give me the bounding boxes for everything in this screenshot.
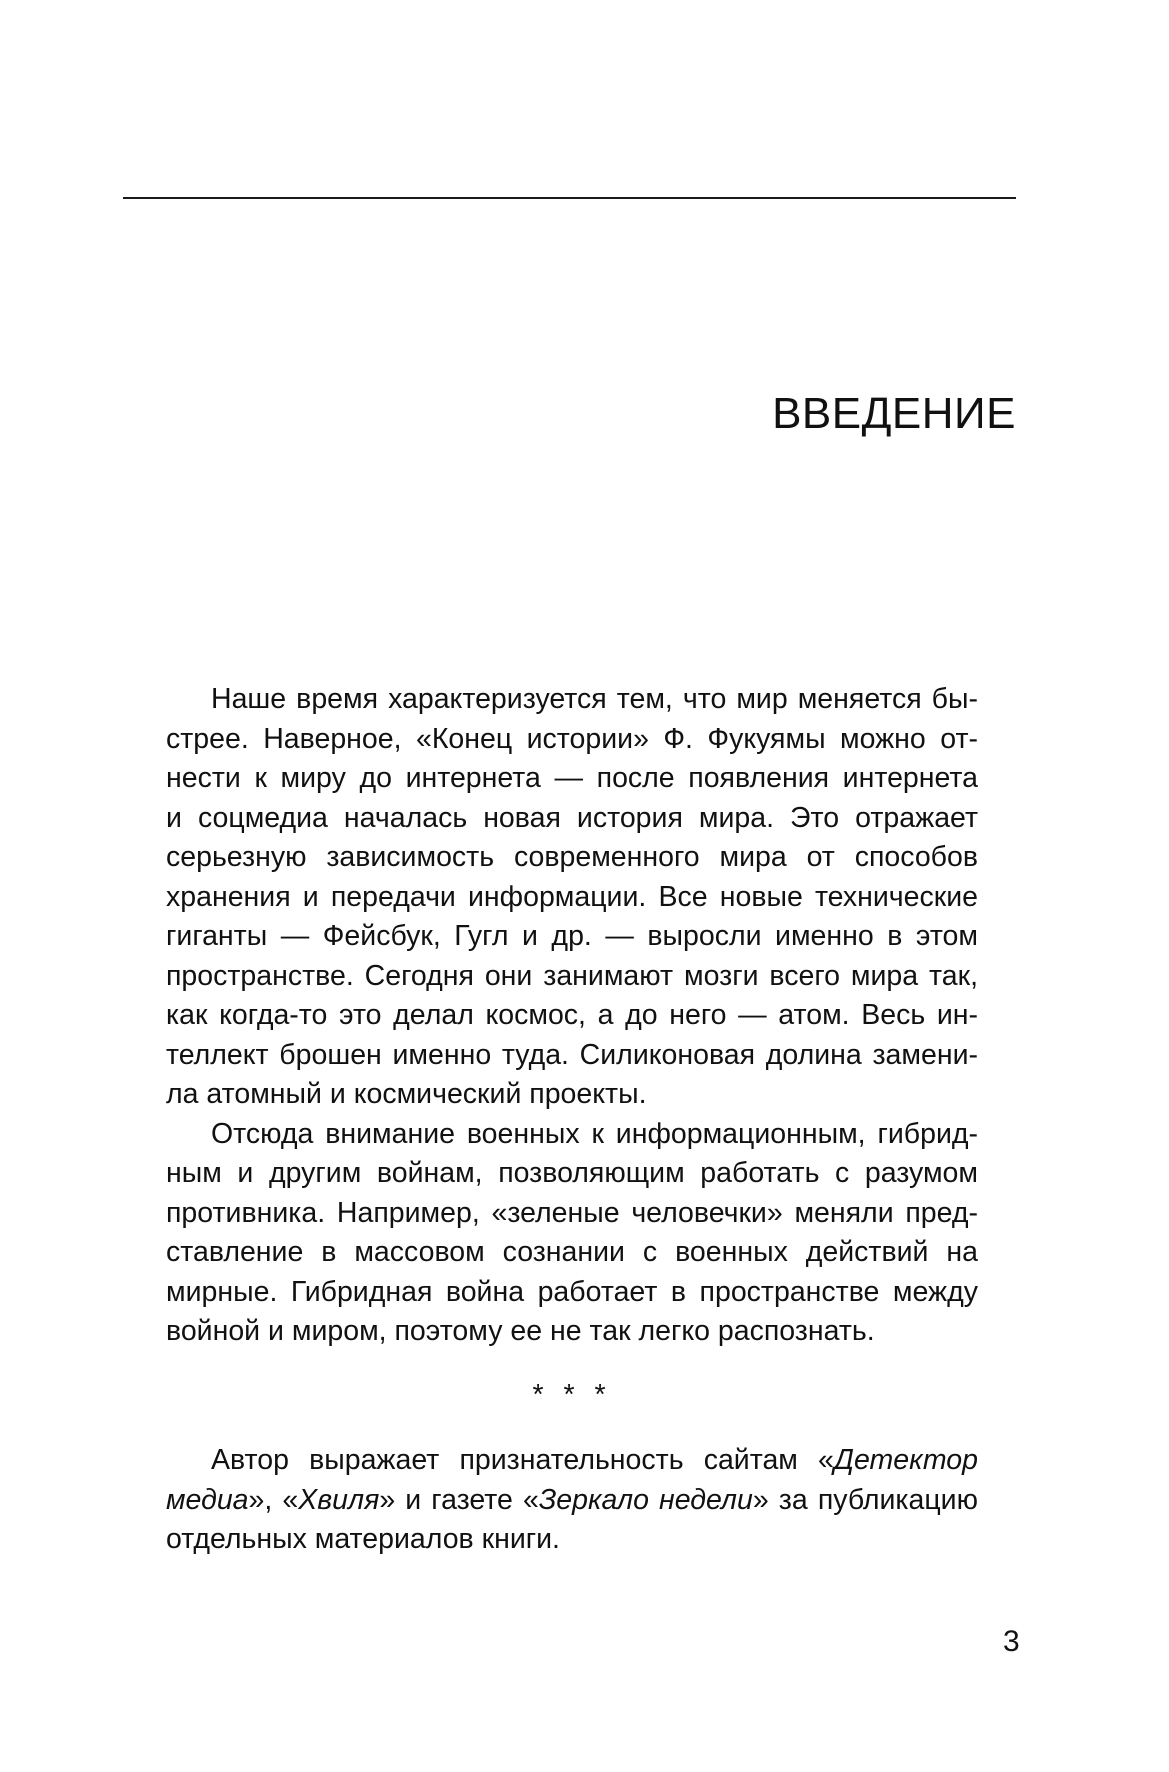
paragraph-line: и соцмедиа началась новая история мира. Это отражает [166, 801, 978, 834]
paragraph-line: стрее. Наверное, «Конец истории» Ф. Фукуямы можно от- [166, 722, 978, 755]
acknowledgement-text: » и газете « [379, 1483, 539, 1516]
publication-name: медиа [166, 1483, 249, 1516]
paragraph-line: войной и миром, поэтому ее не так легко распознать. [166, 1315, 875, 1347]
paragraph-line: гиганты — Фейсбук, Гугл и др. — выросли именно в этом [166, 920, 978, 952]
publication-name: Зеркало недели [538, 1483, 753, 1516]
paragraph-2 [166, 1115, 978, 1352]
acknowledgement-paragraph [166, 1441, 978, 1560]
acknowledgement-line: отдельных материалов книги. [166, 1523, 560, 1555]
paragraph-line: мирные. Гибридная война работает в пространстве между [166, 1275, 978, 1308]
paragraph-line: Наше время характеризуется тем, что мир меняется бы- [211, 683, 978, 715]
acknowledgement-line [166, 1441, 978, 1481]
acknowledgement-line [166, 1481, 978, 1521]
paragraph-line: Отсюда внимание военных к информационным, гибрид- [211, 1117, 978, 1150]
paragraph-line: ным и другим войнам, позволяющим работать с разумом [166, 1157, 978, 1189]
chapter-title: ВВЕДЕНИЕ [772, 389, 1016, 438]
paragraph-line: теллект брошен именно туда. Силиконовая долина замени- [166, 1038, 978, 1071]
acknowledgement-text: Автор выражает признательность сайтам « [211, 1444, 834, 1476]
paragraph-line: хранения и передачи информации. Все новые технические [166, 880, 978, 913]
paragraph-line: серьезную зависимость современного мира от способов [166, 841, 978, 873]
acknowledgement-text: » за публикацию [752, 1483, 978, 1516]
paragraph-line: ставление в массовом сознании с военных действий на [166, 1236, 978, 1268]
page-number: 3 [1003, 1625, 1020, 1658]
paragraph-line: противника. Например, «зеленые человечки» меняли пред- [166, 1196, 978, 1229]
header-rule [123, 197, 1016, 199]
section-separator: * * * [532, 1378, 612, 1411]
publication-name: Детектор [833, 1444, 978, 1476]
body-text [166, 680, 978, 1560]
publication-name: Хвиля [298, 1483, 380, 1516]
paragraph-line: пространстве. Сегодня они занимают мозги всего мира так, [166, 959, 978, 992]
paragraph-line: нести к миру до интернета — после появления интернета [166, 762, 978, 794]
paragraph-1 [166, 680, 978, 1115]
acknowledgement-text: », « [248, 1483, 299, 1516]
paragraph-line: ла атомный и космический проекты. [166, 1078, 647, 1110]
paragraph-line: как когда-то это делал космос, а до него — атом. Весь ин- [166, 999, 978, 1031]
